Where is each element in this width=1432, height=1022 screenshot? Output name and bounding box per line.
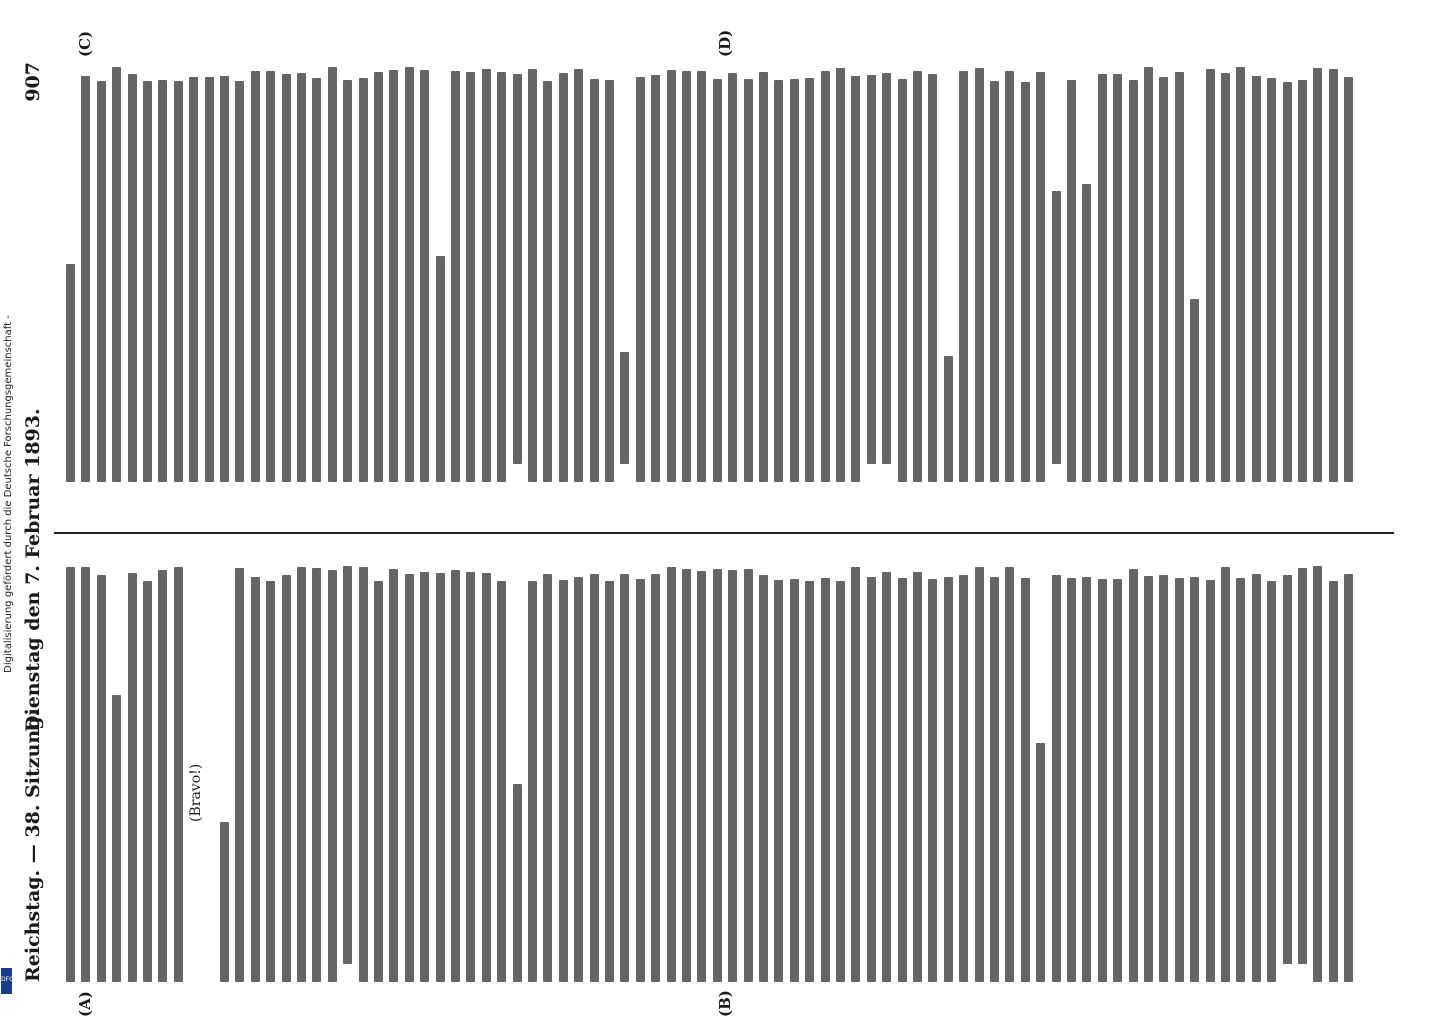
margin-marker-d: (D) — [716, 29, 734, 57]
text-line — [821, 71, 830, 482]
text-line — [944, 356, 953, 482]
text-line — [898, 578, 907, 982]
text-line — [220, 822, 229, 982]
text-line — [1082, 184, 1091, 482]
text-line — [851, 76, 860, 482]
text-line — [697, 71, 706, 482]
text-line — [1313, 68, 1322, 482]
text-line — [1159, 77, 1168, 482]
text-line — [297, 567, 306, 982]
text-line — [913, 572, 922, 982]
text-line — [605, 581, 614, 982]
text-line — [759, 575, 768, 982]
text-line — [1267, 78, 1276, 482]
text-line — [328, 570, 337, 982]
text-line — [297, 73, 306, 482]
text-line — [590, 79, 599, 482]
text-line — [235, 568, 244, 982]
text-line — [867, 577, 876, 982]
text-line — [898, 79, 907, 482]
text-line — [1221, 567, 1230, 982]
text-line — [651, 75, 660, 482]
text-line — [128, 573, 137, 982]
text-line — [1067, 578, 1076, 982]
text-line — [174, 567, 183, 982]
text-line — [1252, 76, 1261, 482]
text-line — [436, 256, 445, 482]
text-line — [574, 577, 583, 982]
text-line — [451, 570, 460, 982]
header-session: Reichstag. — 38. Sitzung. — [22, 709, 44, 982]
text-line — [174, 81, 183, 482]
text-line — [374, 72, 383, 482]
text-line — [620, 352, 629, 464]
text-line — [805, 581, 814, 982]
text-line — [882, 73, 891, 464]
text-line — [1098, 579, 1107, 982]
text-line — [1190, 577, 1199, 982]
text-line — [1206, 581, 1215, 983]
text-line — [682, 569, 691, 982]
text-line — [1113, 579, 1122, 982]
text-line — [436, 573, 445, 982]
text-line — [282, 575, 291, 982]
header-date: Dienstag den 7. Februar 1893. — [22, 408, 44, 732]
text-line — [1005, 567, 1014, 982]
text-line — [1052, 191, 1061, 464]
text-line — [928, 74, 937, 482]
text-line — [1175, 72, 1184, 482]
left-text-column — [56, 562, 1356, 982]
text-line — [574, 69, 583, 482]
text-line — [620, 574, 629, 982]
text-line — [913, 71, 922, 482]
text-line — [205, 77, 214, 482]
text-line — [112, 695, 121, 982]
text-line — [466, 572, 475, 982]
text-line — [343, 566, 352, 964]
text-line — [790, 79, 799, 482]
text-line — [1283, 82, 1292, 482]
text-line — [1052, 575, 1061, 982]
margin-marker-a: (A) — [76, 991, 94, 1017]
text-line — [590, 574, 599, 982]
text-line — [744, 569, 753, 982]
text-line — [389, 70, 398, 482]
text-line — [1036, 72, 1045, 482]
text-line — [543, 81, 552, 482]
text-line — [959, 71, 968, 482]
text-line — [266, 581, 275, 982]
text-line — [81, 76, 90, 482]
text-line — [389, 569, 398, 982]
text-line — [713, 569, 722, 982]
text-line — [559, 580, 568, 982]
dfg-logo: DFG — [1, 968, 12, 994]
text-line — [1313, 566, 1322, 982]
text-line — [112, 67, 121, 482]
text-line — [882, 572, 891, 982]
text-line — [359, 78, 368, 482]
text-line — [759, 73, 768, 483]
text-line — [944, 577, 953, 982]
text-line — [66, 264, 75, 482]
text-line — [682, 71, 691, 482]
text-line — [1329, 69, 1338, 482]
text-line — [405, 67, 414, 482]
text-line — [975, 68, 984, 482]
text-line — [1005, 71, 1014, 482]
text-line — [728, 73, 737, 482]
text-line — [805, 78, 814, 482]
text-line — [1129, 569, 1138, 982]
page-header — [22, 62, 48, 982]
text-line — [1144, 67, 1153, 482]
margin-marker-c: (C) — [76, 30, 94, 57]
text-line — [1344, 77, 1353, 482]
text-line — [528, 581, 537, 982]
text-line — [1252, 574, 1261, 982]
text-line — [97, 575, 106, 982]
column-divider — [54, 532, 1394, 534]
text-line — [1298, 568, 1307, 964]
text-line — [1098, 74, 1107, 482]
text-line — [1221, 73, 1230, 482]
text-line — [1144, 576, 1153, 982]
text-line — [235, 81, 244, 482]
text-line — [605, 80, 614, 482]
text-line — [713, 79, 722, 482]
text-line — [312, 79, 321, 483]
text-line — [482, 573, 491, 982]
text-line — [466, 72, 475, 482]
text-line — [497, 72, 506, 482]
text-line — [697, 571, 706, 982]
applause-caption: (Bravo!) — [188, 763, 204, 822]
text-line — [143, 581, 152, 982]
text-line — [81, 567, 90, 982]
text-line — [251, 71, 260, 482]
text-line — [543, 574, 552, 982]
text-line — [1036, 743, 1045, 982]
text-line — [728, 570, 737, 982]
right-text-column — [56, 62, 1356, 482]
text-line — [1021, 578, 1030, 982]
text-line — [1267, 581, 1276, 982]
text-line — [1206, 69, 1215, 482]
text-line — [774, 580, 783, 982]
text-line — [1283, 575, 1292, 964]
footer-strip — [0, 0, 13, 1000]
text-line — [1113, 74, 1122, 482]
footer-text: Digitalisierung gefördert durch die Deutsche Forschungsgemeinschaft - — [3, 315, 14, 673]
text-line — [143, 81, 152, 482]
text-line — [343, 80, 352, 482]
text-line — [928, 579, 937, 982]
text-line — [528, 69, 537, 482]
text-line — [1344, 574, 1353, 982]
text-line — [513, 74, 522, 464]
text-line — [158, 80, 167, 482]
text-line — [636, 579, 645, 982]
text-line — [1329, 581, 1338, 982]
text-line — [990, 81, 999, 482]
text-line — [990, 577, 999, 982]
text-line — [282, 74, 291, 482]
text-line — [66, 567, 75, 982]
text-line — [1236, 67, 1245, 482]
text-line — [1021, 82, 1030, 482]
text-line — [559, 73, 568, 482]
text-line — [867, 75, 876, 464]
text-line — [497, 581, 506, 982]
text-line — [1190, 299, 1199, 482]
rotated-document-sheet — [16, 22, 1414, 1022]
text-line — [1175, 578, 1184, 982]
text-line — [667, 70, 676, 482]
text-line — [220, 76, 229, 482]
text-line — [1067, 80, 1076, 482]
text-line — [482, 69, 491, 482]
text-line — [158, 570, 167, 982]
text-line — [359, 567, 368, 982]
text-line — [420, 70, 429, 482]
text-line — [266, 71, 275, 482]
text-line — [513, 784, 522, 982]
text-line — [774, 80, 783, 482]
text-line — [328, 67, 337, 482]
text-line — [975, 567, 984, 982]
text-line — [1082, 577, 1091, 982]
text-line — [836, 581, 845, 982]
text-line — [651, 574, 660, 982]
text-line — [189, 77, 198, 482]
text-line — [97, 81, 106, 482]
text-line — [851, 567, 860, 982]
text-line — [636, 77, 645, 482]
text-line — [1129, 80, 1138, 482]
page-number: 907 — [22, 62, 44, 102]
text-line — [374, 581, 383, 982]
text-line — [405, 574, 414, 982]
margin-marker-b: (B) — [716, 990, 734, 1017]
text-line — [1236, 578, 1245, 982]
text-line — [451, 71, 460, 482]
text-line — [836, 68, 845, 482]
text-line — [821, 578, 830, 982]
text-line — [1159, 575, 1168, 982]
text-line — [251, 577, 260, 982]
text-line — [959, 575, 968, 982]
text-line — [667, 567, 676, 982]
text-line — [420, 572, 429, 982]
text-line — [128, 74, 137, 482]
text-line — [790, 579, 799, 982]
text-line — [1298, 80, 1307, 482]
text-line — [744, 79, 753, 482]
text-line — [312, 568, 321, 982]
